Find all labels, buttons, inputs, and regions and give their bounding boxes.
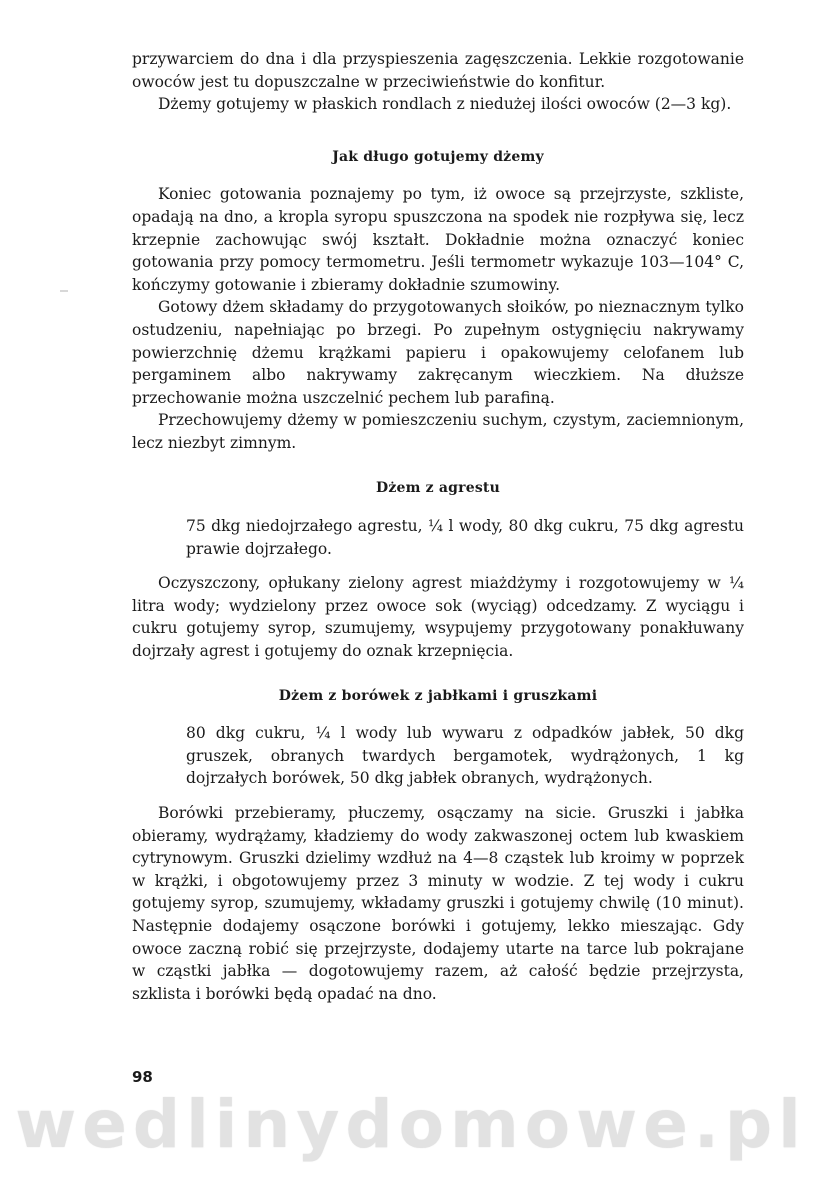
body-paragraph: Oczyszczony, opłukany zielony agrest miażdżymy i rozgotowujemy w ¼ litra wody; wydzielony przez owoce sok (wyciąg) odcedzamy. Z wyciągu i cukru gotujemy syrop, szumujemy, wsypujemy przygotowany ponakłuwany dojrzały agrest i gotujemy do oznak krzepnięcia.	[132, 574, 744, 661]
margin-mark	[60, 290, 68, 292]
body-paragraph: Koniec gotowania poznajemy po tym, iż owoce są przejrzyste, szkliste, opadają na dno, a kropla syropu spuszczona na spodek nie rozpływa się, lecz krzepnie zachowując swój kształt. Dokładnie można oznaczyć koniec gotowania przy pomocy termometru. Jeśli termometr wykazuje 103—104° C, kończymy gotowanie i zbieramy dokładnie szumowiny.	[132, 185, 744, 294]
intro-paragraph-continued: przywarciem do dna i dla przyspieszenia zagęszczenia. Lekkie rozgotowanie owoców jest tu dopuszczalne w przeciwieństwie do konfitur.	[132, 50, 744, 91]
body-paragraph: Przechowujemy dżemy w pomieszczeniu suchym, czystym, zaciemnionym, lecz niezbyt zimnym.	[132, 411, 744, 452]
body-paragraph: Borówki przebieramy, płuczemy, osączamy na sicie. Gruszki i jabłka obieramy, wydrążamy, kładziemy do wody zakwaszonej octem lub kwaskiem cytrynowym. Gruszki dzielimy wzdłuż na 4—8 cząstek lub kroimy w poprzek w krążki, i obgotowujemy przez 3 minuty w wodzie. Z tej wody i cukru gotujemy syrop, szumujemy, wkładamy gruszki i gotujemy chwilę (10 minut). Następnie dodajemy osączone borówki i gotujemy, lekko mieszając. Gdy owoce zaczną robić się przejrzyste, dodajemy utarte na tarce lub pokrajane w cząstki jabłka — dogotowujemy razem, aż całość będzie przejrzysta, szklista i borówki będą opadać na dno.	[132, 804, 744, 1003]
page-number: 98	[132, 1068, 153, 1086]
watermark: wedlinydomowe.pl	[15, 1086, 807, 1163]
section-heading-dzem-z-agrestu: Dżem z agrestu	[376, 479, 500, 496]
ingredients-list: 80 dkg cukru, ¼ l wody lub wywaru z odpadków jabłek, 50 dkg gruszek, obranych twardych bergamotek, wydrążonych, 1 kg dojrzałych borówek, 50 dkg jabłek obranych, wydrążonych.	[186, 724, 744, 788]
text-column	[132, 48, 744, 1005]
intro-paragraph: Dżemy gotujemy w płaskich rondlach z niedużej ilości owoców (2—3 kg).	[158, 95, 732, 114]
body-paragraph: Gotowy dżem składamy do przygotowanych słoików, po nieznacznym tylko ostudzeniu, napełniając po brzegi. Po zupełnym ostygnięciu nakrywamy powierzchnię dżemu krążkami papieru i opakowujemy celofanem lub pergaminem albo nakrywamy zakręcanym wieczkiem. Na dłuższe przechowanie można uszczelnić pechem lub parafiną.	[132, 298, 744, 407]
ingredients-list: 75 dkg niedojrzałego agrestu, ¼ l wody, 80 dkg cukru, 75 dkg agrestu prawie dojrzałego.	[186, 517, 744, 558]
section-heading-jak-dlugo: Jak długo gotujemy dżemy	[332, 148, 544, 165]
section-heading-dzem-z-borowek: Dżem z borówek z jabłkami i gruszkami	[278, 687, 598, 704]
